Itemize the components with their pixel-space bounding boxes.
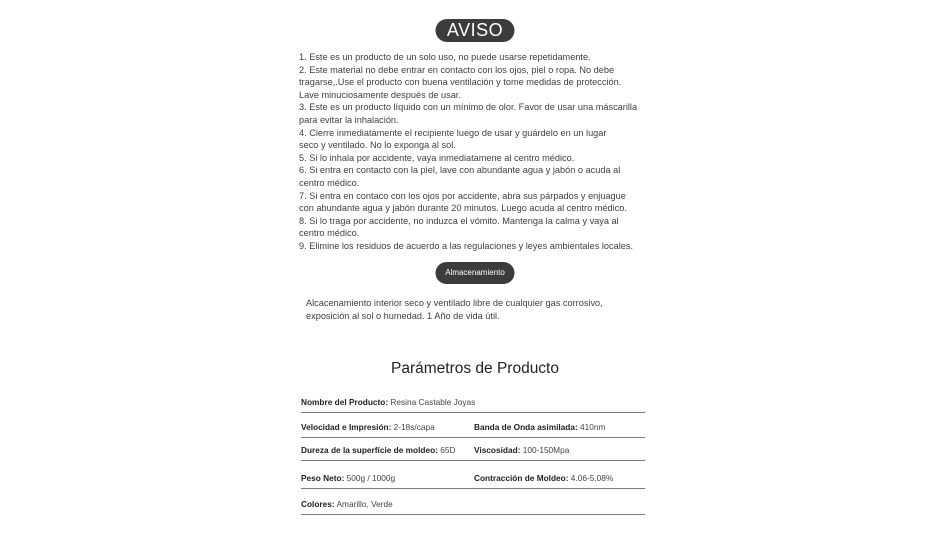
param-label: Contracción de Moldeo: [474, 473, 569, 483]
param-label: Peso Neto: [301, 473, 345, 483]
warning-line: 9. Elimine los residuos de acuerdo a las regulaciones y leyes ambientales locales. [299, 240, 633, 251]
param-row-dureza [301, 440, 645, 461]
warning-line: centro médico. [299, 228, 360, 239]
param-value: 500g / 1000g [344, 473, 396, 483]
warning-line: para evitar la inhalación. [299, 114, 399, 125]
warning-line: 1. Este es un producto de un solo uso, no puede usarse repetidamente. [299, 52, 591, 62]
param-label: Dureza de la superfície de moldeo: [301, 445, 438, 455]
param-label: Nombre del Producto: [301, 397, 389, 407]
param-row-nombre [301, 392, 645, 413]
almacenamiento-badge: Almacenamiento [436, 262, 515, 284]
aviso-badge: AVISO [436, 19, 515, 42]
warning-line: 8. Si lo traga por accidente, no induzca el vómito. Mantenga la calma y vaya al [299, 215, 619, 226]
warning-line: centro médico. [299, 177, 360, 188]
param-value: Resina Castable Joyas [388, 397, 476, 407]
param-dureza [301, 445, 455, 455]
param-viscosidad [474, 445, 569, 455]
params-title: Parámetros de Producto [390, 360, 559, 377]
param-contraccion [474, 473, 613, 483]
warning-line: 4. Cierre inmediatamente el recipiente luego de usar y guárdelo en un lugar [299, 127, 607, 138]
warning-line: 7. Si entra en contaco con los ojos por accidente, abra sus párpados y enjuague [299, 190, 626, 201]
warning-line: seco y ventilado. No lo exponga al sol. [299, 140, 456, 151]
storage-line: Alcacenamiento interior seco y ventilado libre de cualquier gas corrosivo, [306, 298, 603, 308]
param-value: 410nm [577, 422, 606, 432]
param-colores [301, 499, 393, 509]
param-label: Viscosidad: [474, 445, 521, 455]
param-row-colores [301, 494, 645, 515]
param-label: Colores: [301, 499, 335, 509]
warning-line: 6. Si entra en contacto con la piel, lave con abundante agua y jabón o acuda al [299, 165, 621, 176]
param-label: Velocidad e Impresión: [301, 422, 392, 432]
param-velocidad [301, 422, 435, 432]
param-value: Amarillo, Verde [334, 499, 393, 509]
param-label: Banda de Onda asimilada: [474, 422, 578, 432]
warning-line: Lave minuciosamente después de usar. [299, 89, 461, 100]
warning-line: 5. Si lo inhala por accidente, vaya inmediatamene al centro médico. [299, 152, 575, 163]
param-banda [474, 422, 605, 432]
param-row-peso [301, 468, 645, 489]
warning-line: tragarse,.Use el producto con buena ventilación y tome medidas de protección. [299, 77, 622, 88]
warning-line: 2. Este material no debe entrar en contacto con los ojos, piel o ropa. No debe [299, 64, 615, 75]
param-nombre [301, 397, 475, 407]
storage-text [306, 297, 636, 323]
warning-list [299, 51, 659, 253]
warning-line: 3. Este es un producto líquido con un mínimo de olor. Favor de usar una máscarilla [299, 102, 638, 113]
param-value: 65D [437, 445, 456, 455]
warning-line: con abundante agua y jabón durante 20 minutos. Luego acuda al centro médico. [299, 203, 627, 214]
param-value: 4.06-5.08% [568, 473, 614, 483]
param-value: 2-18s/capa [391, 422, 435, 432]
param-value: 100-150Mpa [520, 445, 570, 455]
param-row-velocidad [301, 417, 645, 438]
storage-line: exposición al sol o humedad. 1 Año de vida útil. [306, 311, 500, 321]
param-peso [301, 473, 395, 483]
